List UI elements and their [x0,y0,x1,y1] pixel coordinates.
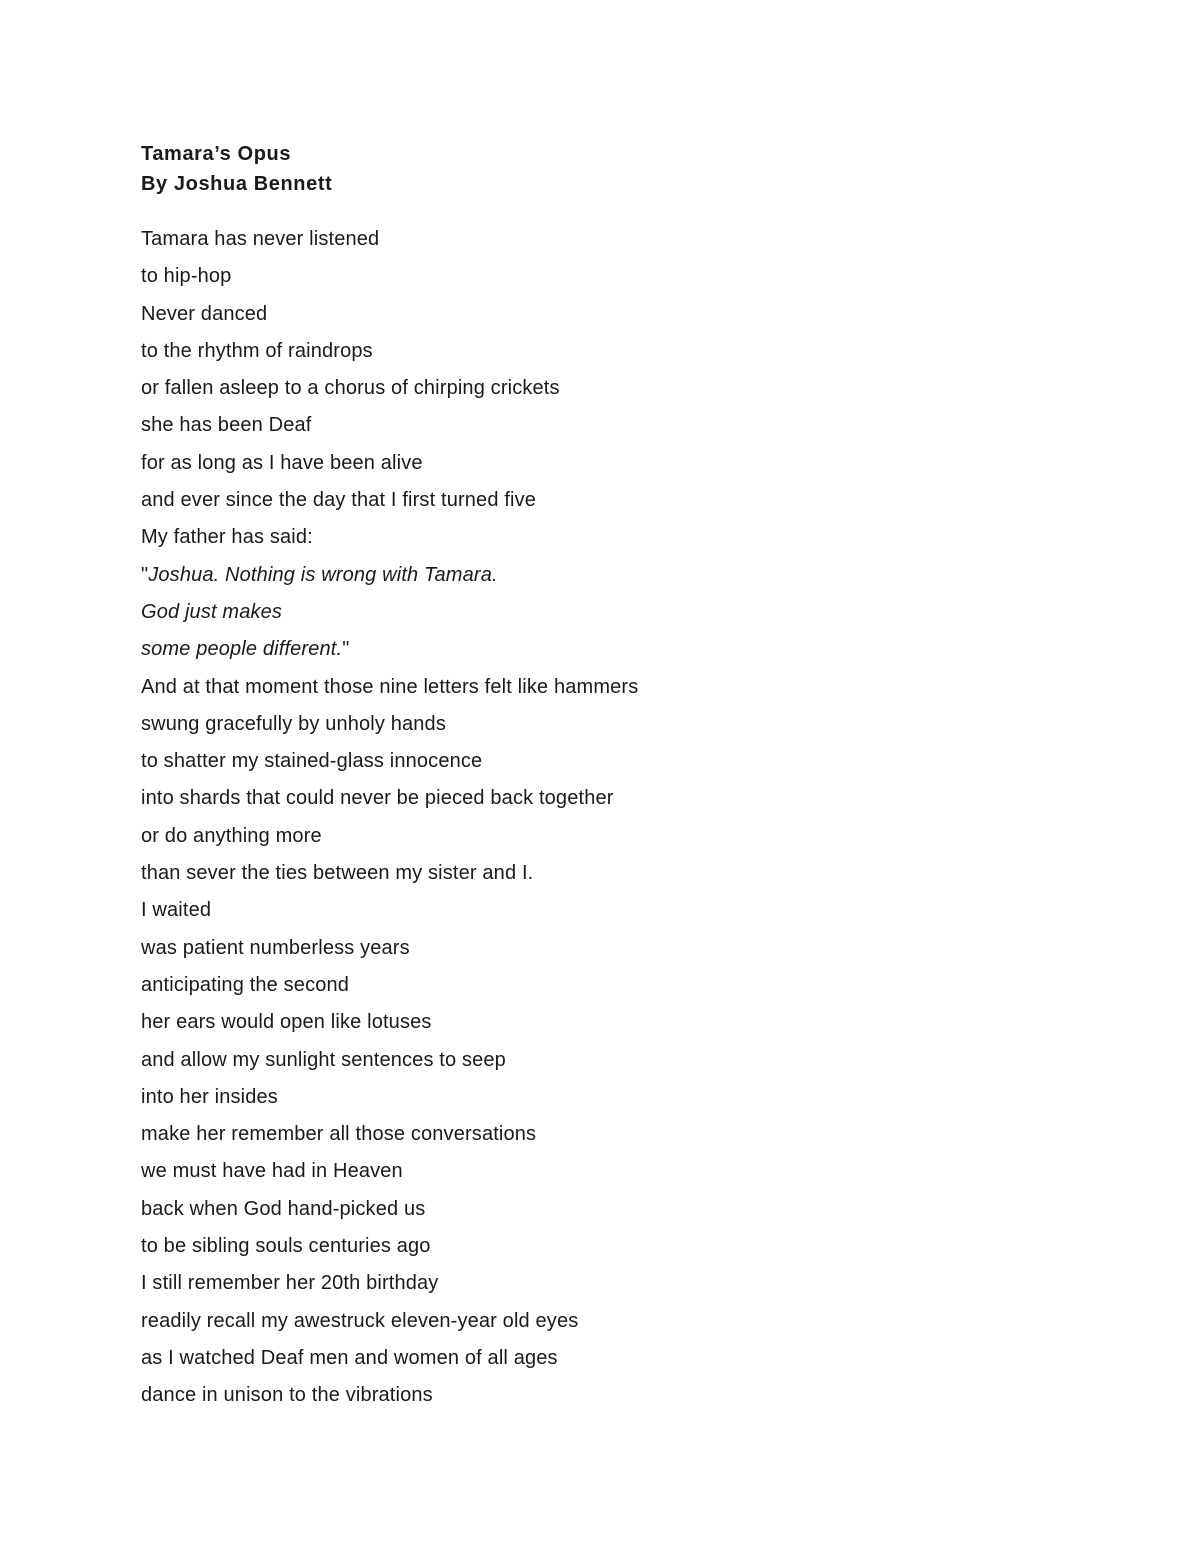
poem-line [141,970,638,1007]
poem-line-pre: I waited [141,899,212,922]
poem-line-pre: Tamara has never listened [141,228,380,250]
poem-line-pre: to shatter my stained-glass innocence [141,750,483,773]
poem-line-pre: her ears would open like lotuses [141,1011,432,1034]
poem-line-pre: dance in unison to the vibrations [141,1384,433,1407]
poem-line [141,1306,638,1343]
poem-line-pre: for as long as I have been alive [141,451,423,474]
poem-line-pre: she has been Deaf [141,414,312,437]
poem-line [141,1156,638,1193]
poem-line [141,522,638,559]
poem-line [141,1343,638,1380]
poem-line-pre: and ever since the day that I first turned five [141,489,537,512]
poem-line-pre: to the rhythm of raindrops [141,339,373,362]
poem-line [141,746,638,783]
poem-line-pre: to be sibling souls centuries ago [141,1235,431,1258]
poem-line-pre: I still remember her 20th birthday [141,1272,439,1295]
poem-line [141,597,638,634]
poem-line [141,373,638,410]
poem-line-pre: to hip-hop [141,265,232,288]
poem-line-pre: " [141,563,149,586]
poem-line [141,1119,638,1156]
poem-line-post: " [342,638,350,661]
poem-line-pre: into her insides [141,1085,278,1108]
poem-line-pre: and allow my sunlight sentences to seep [141,1048,506,1071]
poem-line-pre: Never danced [141,302,268,325]
poem-line-pre: or fallen asleep to a chorus of chirping crickets [141,377,560,400]
poem-line [141,448,638,485]
poem-line [141,672,638,709]
poem-line [141,821,638,858]
poem-line [141,336,638,373]
poem-line [141,634,638,671]
poem-byline: By Joshua Bennett [141,173,333,195]
poem-line [141,560,638,597]
poem-line-pre: back when God hand-picked us [141,1197,426,1220]
poem-line [141,1082,638,1119]
poem-line-pre: swung gracefully by unholy hands [141,712,446,735]
poem-line [141,299,638,336]
poem-line-it: some people different. [141,638,343,661]
poem-header [141,139,332,199]
poem-line [141,1268,638,1305]
poem-line-pre: make her remember all those conversations [141,1123,537,1146]
poem-line [141,709,638,746]
poem-line [141,1045,638,1082]
poem-line-pre: as I watched Deaf men and women of all ages [141,1346,558,1369]
poem-line [141,261,638,298]
poem-line-it: Joshua. Nothing is wrong with Tamara. [148,563,498,586]
poem-line-pre: anticipating the second [141,973,350,996]
poem-line [141,933,638,970]
poem-line-pre: readily recall my awestruck eleven-year old eyes [141,1309,579,1332]
poem-line [141,224,638,261]
poem-line-pre: was patient numberless years [141,936,410,959]
poem-line [141,485,638,522]
poem-line-pre: into shards that could never be pieced back together [141,787,614,810]
poem-line [141,1380,638,1417]
poem-line-it: God just makes [141,600,283,623]
poem-line-pre: And at that moment those nine letters felt like hammers [141,675,639,698]
poem-line [141,1007,638,1044]
poem-line-pre: than sever the ties between my sister and I. [141,862,534,885]
poem-line [141,1194,638,1231]
poem-line-pre: we must have had in Heaven [141,1160,403,1183]
poem-line [141,410,638,447]
poem-line [141,1231,638,1268]
poem-line [141,895,638,932]
poem-line [141,783,638,820]
poem-line-pre: or do anything more [141,824,322,847]
poem-line [141,858,638,895]
poem-title: Tamara’s Opus [141,143,292,165]
poem-line-pre: My father has said: [141,526,313,549]
poem-body [141,224,638,1418]
